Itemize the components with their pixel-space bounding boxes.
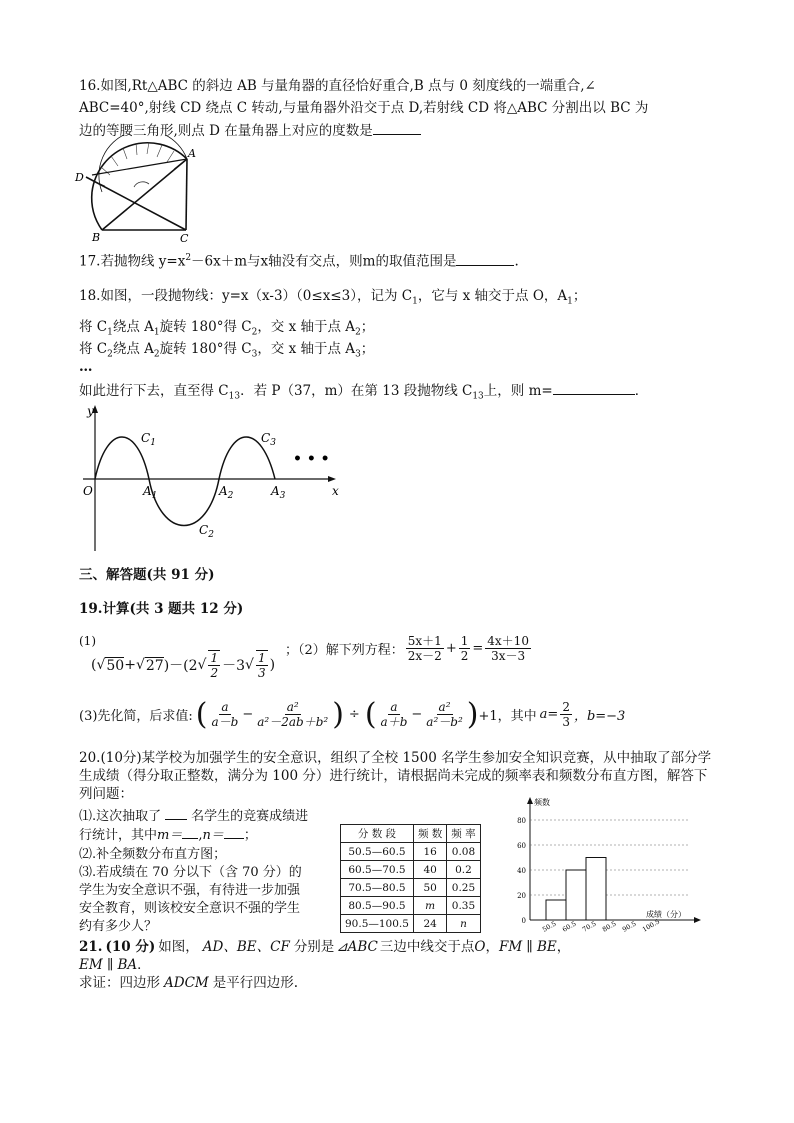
table-header: 分 数 段 bbox=[341, 825, 414, 843]
hist-xtick-label: 70.5 bbox=[581, 919, 598, 934]
label-b: B bbox=[92, 231, 101, 244]
hist-ytick-label: 20 bbox=[517, 892, 526, 900]
table-cell: 0.35 bbox=[447, 897, 480, 915]
graph-label-a1: $A_1$ bbox=[143, 484, 158, 501]
table-header: 频 数 bbox=[413, 825, 446, 843]
label-c: C bbox=[180, 232, 189, 245]
table-cell: 90.5—100.5 bbox=[341, 915, 414, 933]
table-row bbox=[341, 879, 481, 897]
q20-line2: 生成绩（得分取正整数，满分为 100 分）进行统计，请根据尚未完成的频率表和频数分布直方图，解答下 bbox=[79, 768, 708, 784]
q19-part3: (3)先化简，后求值: ( $\frac{a}{a-b}$ − $\frac{\text{a²}}{\text{a²－2ab＋b²}}$ ) ÷ ( $\frac{a}{a+b}$ − $\frac{\text{a²}}{\text{a²－b²}}$ ) +1，其中 a= $\frac{2}{3}$ ，b=−3 bbox=[79, 697, 626, 732]
graph-label-x: x bbox=[332, 484, 339, 498]
q16-line2: ABC=40°,射线 CD 绕点 C 转动,与量角器外沿交于点 D,若射线 CD 将△ABC 分割出以 BC 为 bbox=[79, 100, 649, 116]
hist-y-arrow bbox=[527, 797, 533, 804]
q16-line1: 16.如图,Rt△ABC 的斜边 AB 与量角器的直径恰好重合,B 点与 0 刻度线的一端重合,∠ bbox=[79, 78, 596, 94]
hist-ytick-label: 60 bbox=[517, 842, 526, 850]
label-a: A bbox=[188, 147, 196, 160]
q18-line3: 将 $C_2$绕点 $A_2$旋转 180°得 $C_3$，交 x 轴于点 $A_3$； bbox=[79, 341, 375, 360]
table-cell: 50 bbox=[413, 879, 446, 897]
table-cell: m bbox=[413, 897, 446, 915]
table-row bbox=[341, 861, 481, 879]
section-title: 三、解答题(共 91 分) bbox=[79, 567, 215, 583]
graph-label-o: O bbox=[83, 484, 93, 498]
hist-ytick-label: 40 bbox=[517, 867, 526, 875]
table-cell: 50.5—60.5 bbox=[341, 843, 414, 861]
hist-bar bbox=[566, 870, 586, 920]
q20-sub3-line2: 学生为安全意识不强，有待进一步加强 bbox=[79, 883, 301, 898]
table-row bbox=[341, 915, 481, 933]
label-d: D bbox=[75, 171, 84, 184]
frequency-table bbox=[340, 824, 481, 933]
hist-xtick-label: 90.5 bbox=[621, 919, 638, 934]
graph-label-a2: $A_2$ bbox=[219, 484, 234, 501]
hist-xtick-label: 50.5 bbox=[541, 919, 558, 934]
hist-bar bbox=[586, 858, 606, 921]
table-cell: 0.08 bbox=[447, 843, 480, 861]
q20-sub1-line2: 行统计，其中m＝ ,n＝ ； bbox=[79, 824, 257, 845]
table-cell: n bbox=[447, 915, 480, 933]
q16-line3: 边的等腰三角形,则点 D 在量角器上对应的度数是 bbox=[79, 120, 421, 140]
segment-ac bbox=[186, 159, 187, 230]
graph-label-c2: $C_2$ bbox=[199, 523, 214, 540]
hist-bar bbox=[546, 900, 566, 920]
x-axis-arrow bbox=[328, 476, 336, 482]
q19-part1-expression: ( √ 50 + √ 27 )－(2 √ $\frac{1}{2}$ －3 √ $\frac{1}{3}$ ) bbox=[91, 651, 276, 680]
q20-n-blank[interactable] bbox=[224, 824, 244, 839]
q20-sub2: ⑵.补全频数分布直方图； bbox=[79, 847, 227, 862]
protractor-figure bbox=[74, 135, 204, 245]
q18-line1: 18.如图，一段抛物线：y=x（x-3）（0≤x≤3），记为 $C_1$，它与 x 轴交于点 O，$A_1$； bbox=[79, 288, 587, 307]
hist-xlabel: 成绩（分） bbox=[646, 910, 686, 919]
hist-xtick-label: 80.5 bbox=[601, 919, 618, 934]
table-cell: 0.2 bbox=[447, 861, 480, 879]
q16-answer-blank[interactable] bbox=[373, 120, 421, 135]
q19-part1-label: (1) bbox=[79, 634, 96, 648]
hist-xtick-label: 60.5 bbox=[561, 919, 578, 934]
table-header: 频 率 bbox=[447, 825, 480, 843]
q20-line3: 列问题： bbox=[79, 786, 133, 802]
hist-ytick-label: 0 bbox=[521, 917, 526, 925]
q21-line1: 21. (10 分) 如图， AD、BE、CF 分别是 ⊿ABC 三边中线交于点 O ， FM ∥ BE ， bbox=[79, 939, 571, 955]
q18-answer-blank[interactable] bbox=[553, 380, 635, 395]
table-row bbox=[341, 897, 481, 915]
q18-line2: 将 $C_1$绕点 $A_1$旋转 180°得 $C_2$，交 x 轴于点 $A_2$； bbox=[79, 319, 375, 338]
hist-ylabel: 频数 bbox=[534, 798, 550, 807]
segment-ab bbox=[102, 159, 187, 230]
table-cell: 60.5—70.5 bbox=[341, 861, 414, 879]
table-cell: 70.5—80.5 bbox=[341, 879, 414, 897]
graph-label-c1: $C_1$ bbox=[141, 431, 156, 448]
q21-line3: 求证：四边形 ADCM 是平行四边形. bbox=[79, 975, 299, 991]
q17-answer-blank[interactable] bbox=[456, 251, 514, 266]
graph-label-y: y bbox=[87, 404, 94, 418]
q20-line1: 20.(10分)某学校为加强学生的安全意识，组织了全校 1500 名学生参加安全知识竞赛，从中抽取了部分学 bbox=[79, 750, 712, 766]
hist-ytick-label: 80 bbox=[517, 817, 526, 825]
q18-dots: … bbox=[79, 359, 93, 375]
q20-m-blank[interactable] bbox=[182, 824, 198, 839]
q20-count-blank[interactable] bbox=[165, 805, 187, 820]
table-cell: 24 bbox=[413, 915, 446, 933]
table-cell: 16 bbox=[413, 843, 446, 861]
parabola-graph bbox=[79, 403, 341, 553]
curve-c2 bbox=[149, 479, 219, 526]
q20-sub3-line4: 约有多少人？ bbox=[79, 919, 158, 934]
q20-sub1-line1: ⑴.这次抽取了 名学生的竞赛成绩进 bbox=[79, 805, 308, 826]
q20-sub3-line1: ⑶.若成绩在 70 分以下（含 70 分）的 bbox=[79, 865, 302, 880]
q21-line2: EM ∥ BA． bbox=[79, 957, 151, 973]
table-row bbox=[341, 843, 481, 861]
hist-xtick-label: 100.5 bbox=[641, 917, 662, 934]
hist-x-arrow bbox=[694, 917, 701, 923]
q17-line: 17.若抛物线 $y=x^2-6x+m$与x轴没有交点，则m的取值范围是 . bbox=[79, 249, 519, 271]
table-cell: 40 bbox=[413, 861, 446, 879]
graph-label-c3: $C_3$ bbox=[261, 431, 276, 448]
table-cell: 80.5—90.5 bbox=[341, 897, 414, 915]
q19-title: 19.计算(共 3 题共 12 分) bbox=[79, 601, 244, 617]
q20-sub3-line3: 安全教育，则该校安全意识不强的学生 bbox=[79, 901, 301, 916]
table-header-row bbox=[341, 825, 481, 843]
frequency-histogram bbox=[506, 794, 712, 944]
graph-ellipsis: • • • bbox=[293, 451, 330, 467]
table-cell: 0.25 bbox=[447, 879, 480, 897]
q19-part2: ；（2）解下列方程： $\frac{5x+1}{2x-2}$ + $\frac{1}{2}$ = $\frac{4x+10}{3x-3}$ bbox=[285, 634, 529, 663]
q18-line5: 如此进行下去，直至得 $C_{13}$．若 P（37，m）在第 13 段抛物线 $C_{13}$上，则 m= ． bbox=[79, 380, 648, 406]
graph-label-a3: $A_3$ bbox=[271, 484, 286, 501]
